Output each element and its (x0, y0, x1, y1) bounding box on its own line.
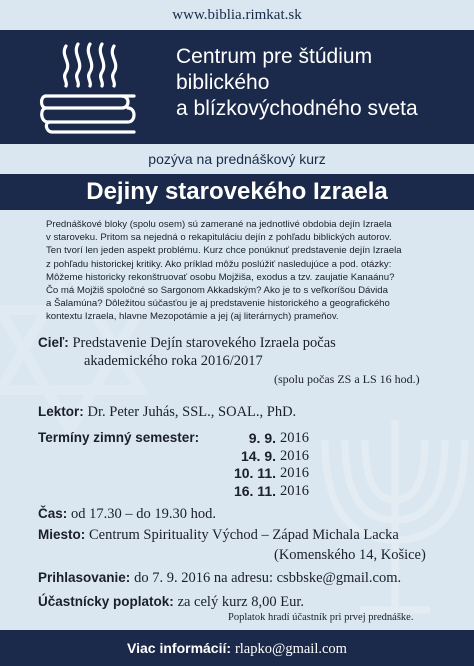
time-row (38, 505, 216, 523)
term-day-month: 10. 11. (233, 465, 276, 481)
footer-label: Viac informácií: (127, 640, 232, 656)
fee-label: Účastnícky poplatok: (38, 594, 174, 609)
organization-name (176, 44, 466, 122)
term-date (228, 430, 338, 448)
description-line: Ten tvorí len jeden aspekt problému. Kurz chce ponúknuť predstavenie dejín Izraela (46, 245, 402, 257)
description-line: a Šalamúna? Dôležitou súčasťou je aj predstavenie historického a geografického (46, 298, 390, 310)
description-line: v staroveku. Pritom sa nejedná o rekapituláciu dejín z pohľadu biblických autorov. (46, 232, 392, 244)
description-line: Môžeme historicky rekonštruovať osobu Mojžiša, exodus a tzv. zaujatie Kanaánu? (46, 271, 395, 283)
lecturer-row (38, 403, 296, 421)
term-day-month: 16. 11. (233, 482, 276, 499)
course-description (46, 218, 432, 324)
registration-label: Prihlasovanie: (38, 570, 131, 585)
description-line: z pohľadu historickej kritiky. Ako príklad môžu poslúžiť nasledujúce a pod. otázky: (46, 258, 392, 270)
term-year: 2016 (280, 447, 309, 464)
scroll-logo-icon (36, 38, 144, 138)
lecturer-name: Dr. Peter Juhás, SSL., SOAL., PhD. (87, 404, 297, 420)
description-line: Čo má Mojžiš spoločné so Sargonom Akkadským? Ako je to s veľkoríšou Dávida (46, 285, 388, 297)
registration-row (38, 569, 401, 587)
description-line: kontextu Izraela, hlavne Mezopotámie a jej (aj literárnych) prameňov. (46, 311, 339, 323)
term-date (228, 465, 338, 483)
fee-value: za celý kurz 8,00 Eur. (177, 594, 304, 610)
goal-text: Predstavenie Dejín starovekého Izraela počas (72, 335, 336, 351)
term-year: 2016 (280, 465, 309, 481)
time-value: od 17.30 – do 19.30 hod. (71, 506, 217, 522)
terms-row (38, 429, 199, 447)
org-line-1: Centrum pre štúdium (176, 45, 373, 68)
contact-email: rlapko@gmail.com (234, 641, 347, 657)
goal-hours-note: (spolu počas ZS a LS 16 hod.) (274, 372, 420, 386)
term-date (228, 483, 338, 501)
footer-band (0, 630, 474, 666)
header-band (0, 30, 474, 144)
place-address (274, 546, 426, 564)
website-url: www.biblia.rimkat.sk (172, 7, 302, 23)
org-line-3: a blízkovýchodného sveta (176, 97, 418, 120)
time-label: Čas: (38, 506, 68, 521)
term-date (228, 448, 338, 466)
org-line-2: biblického (176, 71, 270, 94)
term-year: 2016 (280, 430, 309, 446)
place-address-text: (Komenského 14, Košice) (274, 547, 426, 563)
goal-row (38, 334, 458, 352)
invite-text: pozýva na prednáškový kurz (148, 151, 326, 167)
place-label: Miesto: (38, 527, 86, 542)
goal-label: Cieľ: (38, 335, 69, 350)
place-value: Centrum Spirituality Východ – Západ Michala Lacka (89, 527, 399, 543)
term-day-month: 14. 9. (240, 447, 276, 464)
title-band (0, 174, 474, 210)
fee-row (38, 593, 304, 611)
registration-value: do 7. 9. 2016 na adresu: csbbske@gmail.com. (134, 570, 402, 586)
place-row (38, 526, 399, 544)
fee-note: Poplatok hradí účastník pri prvej prednáške. (228, 612, 414, 623)
lecturer-label: Lektor: (38, 404, 84, 419)
goal-text-continued: akademického roka 2016/2017 (84, 353, 263, 369)
menorah-watermark (300, 380, 474, 640)
term-dates (228, 430, 338, 500)
terms-label: Termíny zimný semester: (38, 430, 200, 445)
course-title: Dejiny starovekého Izraela (86, 178, 388, 205)
description-line: Prednáškové bloky (spolu osem) sú zamerané na jednotlivé obdobia dejín Izraela (46, 219, 392, 230)
term-day-month: 9. 9. (248, 430, 276, 446)
term-year: 2016 (280, 482, 309, 499)
